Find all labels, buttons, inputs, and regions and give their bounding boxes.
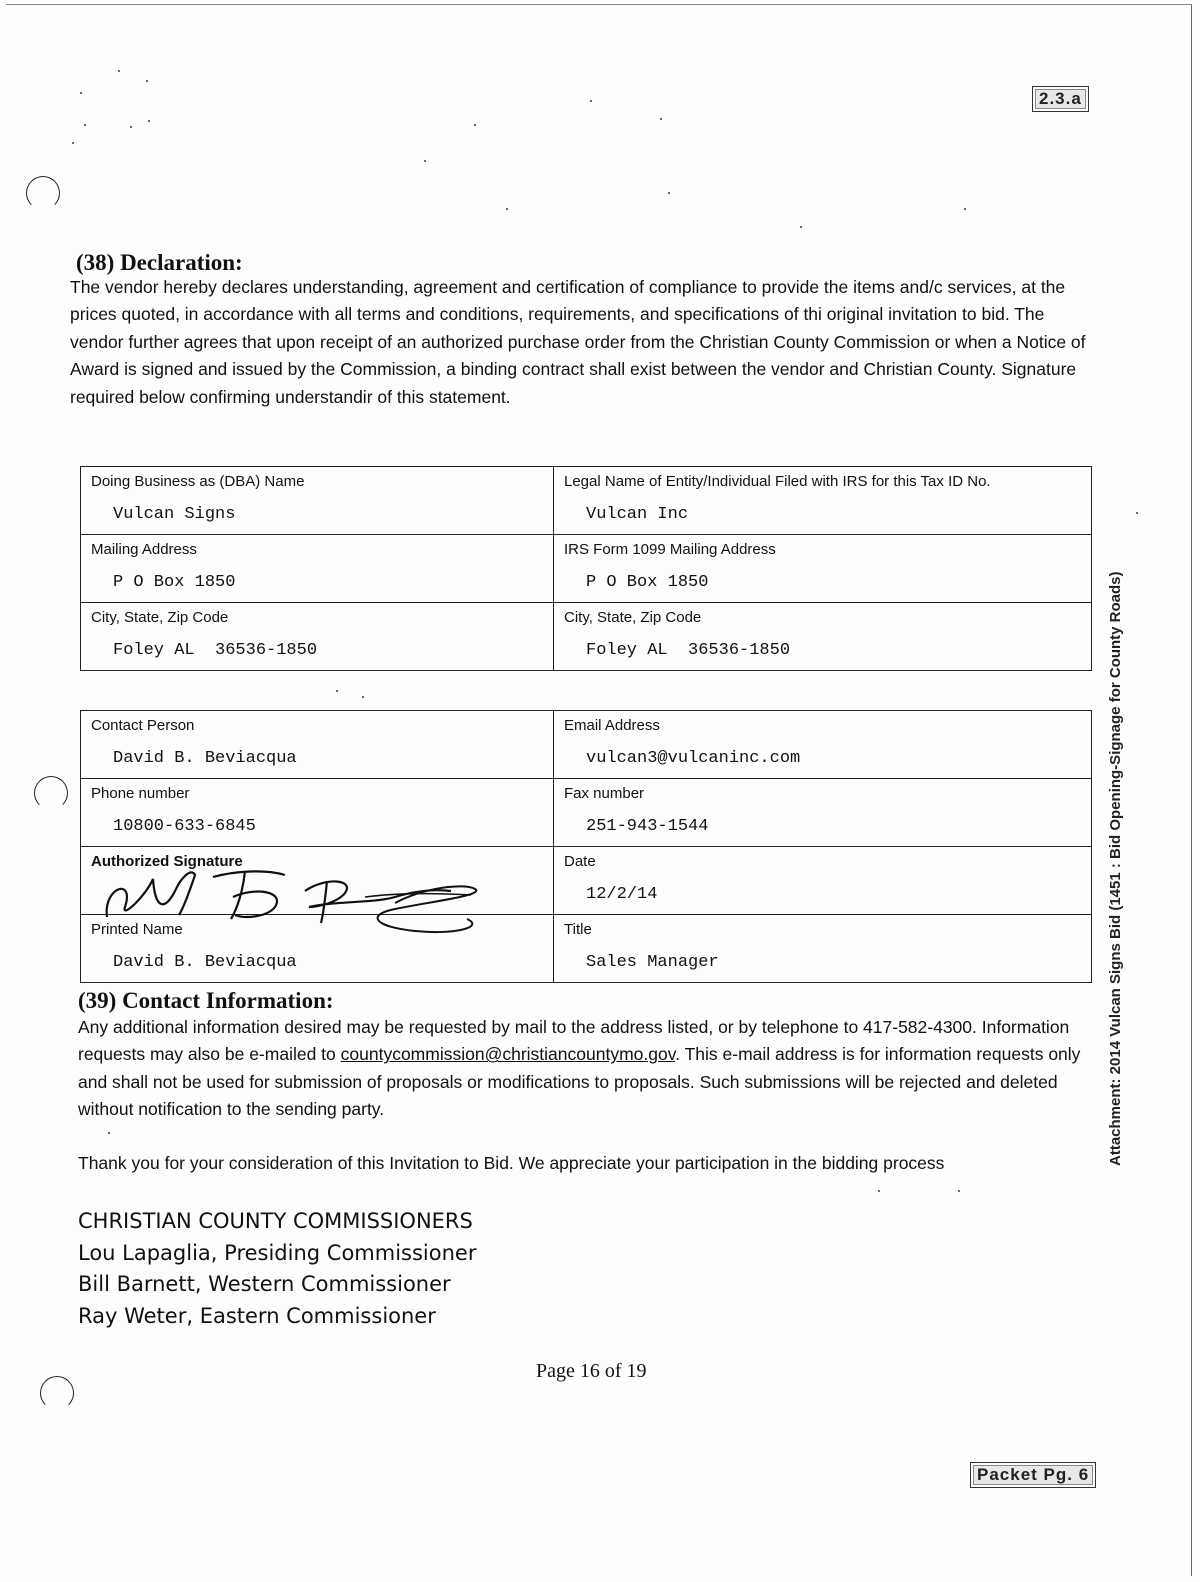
contact-person-label: Contact Person — [91, 717, 195, 734]
printed-name-value: David B. Beviacqua — [113, 953, 297, 972]
scan-speck — [506, 208, 508, 210]
scan-speck — [118, 70, 120, 72]
commissioners-heading: CHRISTIAN COUNTY COMMISSIONERS — [78, 1209, 473, 1233]
scan-speck — [108, 1132, 110, 1134]
legal-name-value: Vulcan Inc — [586, 505, 689, 524]
authorized-signature-label: Authorized Signature — [91, 853, 243, 870]
item-number-stamp: 2.3.a — [1032, 86, 1089, 112]
contact-person-cell — [81, 711, 554, 779]
scan-speck — [1136, 512, 1138, 514]
scan-speck — [148, 120, 150, 122]
commissioner-line: Bill Barnett, Western Commissioner — [78, 1272, 451, 1296]
fax-number-label: Fax number — [564, 785, 645, 802]
city-state-zip-value: Foley AL 36536-1850 — [113, 641, 318, 660]
scan-speck — [964, 208, 966, 210]
scan-speck — [474, 124, 476, 126]
commission-email-link[interactable]: countycommission@christiancountymo.gov — [340, 1044, 676, 1065]
contact-information-heading: (39) Contact Information: — [78, 988, 334, 1013]
mailing-address-label: Mailing Address — [91, 541, 197, 558]
title-label: Title — [564, 921, 592, 938]
commissioner-line: Lou Lapaglia, Presiding Commissioner — [78, 1240, 477, 1265]
vendor-info-table — [80, 466, 1092, 671]
punch-hole-mark — [26, 176, 60, 210]
scan-speck — [878, 1190, 880, 1192]
phone-number-value: 10800-633-6845 — [113, 817, 256, 836]
title-value: Sales Manager — [586, 953, 719, 972]
scan-speck — [362, 696, 364, 698]
scan-speck — [84, 124, 86, 126]
email-address-label: Email Address — [564, 717, 660, 734]
printed-name-label: Printed Name — [91, 921, 183, 938]
fax-number-cell — [554, 779, 1092, 847]
scan-speck — [336, 690, 338, 692]
scan-speck — [72, 142, 74, 144]
scan-speck — [800, 226, 802, 228]
scan-speck — [660, 118, 662, 120]
scan-speck — [146, 80, 148, 82]
irs-city-state-zip-value: Foley AL 36536-1850 — [586, 641, 791, 660]
city-state-zip-label: City, State, Zip Code — [91, 609, 229, 626]
commissioner-line: Ray Weter, Eastern Commissioner — [78, 1303, 436, 1328]
contact-text-before: Any additional information desired may be requested by mail to the address listed, or by telephone to 417-582-4300. Information requests may also be e-mailed to — [78, 1017, 1070, 1065]
attachment-side-note: Attachment: 2014 Vulcan Signs Bid (1451 : Bid Opening-Signage for County Roads) — [1107, 571, 1124, 1166]
scan-speck — [590, 100, 592, 102]
commissioners-block — [78, 1206, 476, 1332]
contact-text-after: . This e-mail address is for information requests only and shall not be used for submission of proposals or modifications to proposals. Such submissions will be rejected and deleted without notification to the sending party. — [78, 1044, 1081, 1120]
irs-city-state-zip-cell — [554, 603, 1092, 671]
irs-mailing-address-cell — [554, 535, 1092, 603]
contact-information-text — [78, 1014, 1088, 1124]
contact-info-table — [80, 710, 1092, 983]
legal-name-cell — [554, 467, 1092, 535]
date-value: 12/2/14 — [586, 885, 658, 904]
dba-name-label: Doing Business as (DBA) Name — [91, 473, 305, 490]
irs-mailing-address-value: P O Box 1850 — [586, 573, 709, 592]
email-address-cell — [554, 711, 1092, 779]
mailing-address-cell — [81, 535, 554, 603]
mailing-address-value: P O Box 1850 — [113, 573, 236, 592]
scan-speck — [130, 126, 132, 128]
phone-number-cell — [81, 779, 554, 847]
scan-speck — [958, 1190, 960, 1192]
declaration-heading: (38) Declaration: — [76, 250, 243, 275]
scan-speck — [424, 160, 426, 162]
fax-number-value: 251-943-1544 — [586, 817, 709, 836]
punch-hole-mark — [34, 776, 68, 810]
declaration-text: The vendor hereby declares understanding, agreement and certification of compliance to provide the items and/c services, at the prices quoted, in accordance with all terms and conditions, requirements, and specifications of thi original invitation to bid. The vendor further agrees that upon receipt of an authorized purchase order from the Christian County Commission or when a Notice of Award is signed and issued by the Commission, a binding contract shall exist between the vendor and Christian County. Signature required below confirming understandir of this statement. — [70, 277, 1086, 407]
title-cell — [554, 915, 1092, 983]
page-number: Page 16 of 19 — [536, 1360, 647, 1382]
scan-speck — [668, 192, 670, 194]
date-cell — [554, 847, 1092, 915]
email-address-value: vulcan3@vulcaninc.com — [586, 749, 801, 768]
thank-you-text: Thank you for your consideration of this Invitation to Bid. We appreciate your participation in the bidding process — [78, 1153, 945, 1173]
printed-name-cell — [81, 915, 554, 983]
packet-page-stamp: Packet Pg. 6 — [970, 1462, 1096, 1488]
punch-hole-mark — [40, 1376, 74, 1410]
phone-number-label: Phone number — [91, 785, 190, 802]
city-state-zip-cell — [81, 603, 554, 671]
scan-speck — [80, 92, 82, 94]
irs-city-state-zip-label: City, State, Zip Code — [564, 609, 702, 626]
authorized-signature-cell — [81, 847, 554, 915]
contact-person-value: David B. Beviacqua — [113, 749, 297, 768]
legal-name-label: Legal Name of Entity/Individual Filed with IRS for this Tax ID No. — [564, 473, 991, 490]
dba-name-cell — [81, 467, 554, 535]
irs-mailing-address-label: IRS Form 1099 Mailing Address — [564, 541, 776, 558]
date-label: Date — [564, 853, 596, 870]
dba-name-value: Vulcan Signs — [113, 505, 236, 524]
